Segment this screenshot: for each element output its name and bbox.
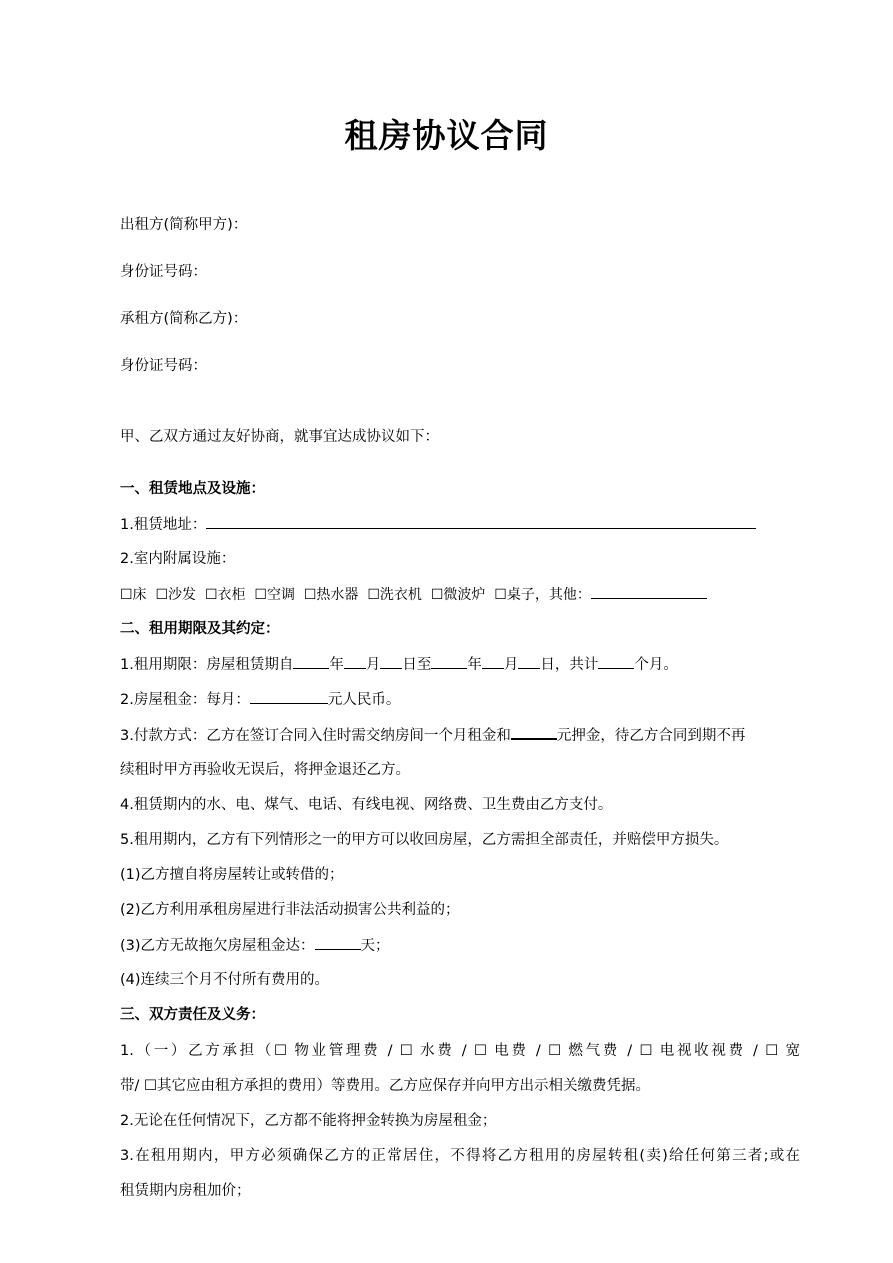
duty-item-1-line-1: 1.（一）乙方承担（☐ 物业管理费 / ☐ 水费 / ☐ 电费 / ☐ 燃气费 / ☐ 电视收视费 / ☐ 宽 (120, 1043, 800, 1059)
reclaim-line: 5.租用期内，乙方有下列情形之一的甲方可以收回房屋，乙方需担全部责任，并赔偿甲方损失。 (120, 832, 729, 848)
lessor-id-line: 身份证号码： (120, 264, 207, 280)
reclaim-item-4: (4)连续三个月不付所有费用的。 (120, 972, 330, 988)
lessor-line: 出租方(简称甲方)： (120, 217, 248, 233)
deposit-blank[interactable] (511, 724, 557, 740)
months-unit: 个月。 (634, 657, 678, 673)
address-label: 1.租赁地址： (120, 517, 207, 533)
end-year-blank[interactable] (431, 654, 467, 669)
end-month-blank[interactable] (482, 654, 504, 669)
facility-ac[interactable]: ☐空调 (254, 587, 295, 603)
facility-sofa[interactable]: ☐沙发 (155, 587, 197, 603)
facility-water-heater[interactable]: ☐热水器 (303, 587, 359, 603)
page-title: 租房协议合同 (344, 116, 549, 155)
other-facilities-blank[interactable] (591, 584, 707, 599)
arrears-days-blank[interactable] (315, 935, 361, 950)
lessee-id-line: 身份证号码： (120, 358, 207, 374)
facilities-line (120, 584, 800, 605)
rent-blank[interactable] (250, 689, 328, 704)
reclaim-item-1: (1)乙方擅自将房屋转让或转借的； (120, 867, 344, 883)
section-3-heading: 三、双方责任及义务： (120, 1007, 265, 1023)
day-to-text: 日至 (402, 657, 432, 673)
duty-item-3-line-2: 租赁期内房租加价； (120, 1183, 251, 1199)
year-unit: 年 (467, 657, 482, 673)
duty-item-3-line-1: 3.在租用期内，甲方必须确保乙方的正常居住，不得将乙方租用的房屋转租(卖)给任何第三者;或在 (120, 1148, 800, 1164)
rent-unit: 元人民币。 (327, 692, 401, 708)
month-unit: 月 (365, 657, 381, 673)
term-line (120, 654, 800, 675)
facility-washer[interactable]: ☐洗衣机 (367, 587, 422, 603)
payment-line-2: 续租时甲方再验收无误后，将押金退还乙方。 (120, 762, 410, 778)
month-unit: 月 (503, 657, 519, 673)
duty-item-1-line-2: 带/ ☐其它应由租方承担的费用）等费用。乙方应保存并向甲方出示相关缴费凭据。 (120, 1078, 650, 1094)
year-unit: 年 (329, 657, 344, 673)
start-month-blank[interactable] (344, 654, 366, 669)
start-year-blank[interactable] (293, 654, 329, 669)
lessee-line: 承租方(简称乙方)： (120, 311, 248, 327)
facility-wardrobe[interactable]: ☐衣柜 (204, 587, 246, 603)
term-label: 1.租用期限：房屋租赁期自 (120, 657, 294, 673)
facility-microwave[interactable]: ☐微波炉 (430, 587, 486, 603)
day-total-text: 日，共计 (540, 657, 599, 673)
section-1-heading: 一、租赁地点及设施： (120, 481, 265, 497)
total-months-blank[interactable] (598, 654, 634, 669)
payment-label: 3.付款方式：乙方在签订合同入住时需交纳房间一个月租金和 (120, 728, 511, 744)
payment-line-1 (120, 724, 800, 746)
address-blank[interactable] (206, 514, 756, 529)
rent-line (120, 689, 800, 710)
intro-text: 甲、乙双方通过友好协商，就事宜达成协议如下： (120, 429, 439, 445)
days-unit: 天； (360, 938, 390, 954)
payment-deposit-text: 元押金，待乙方合同到期不再 (556, 728, 746, 744)
facility-bed[interactable]: ☐床 (120, 587, 147, 603)
address-line (120, 514, 800, 535)
facilities-label: 2.室内附属设施： (120, 551, 236, 567)
rent-label: 2.房屋租金：每月： (120, 692, 250, 708)
start-day-blank[interactable] (380, 654, 402, 669)
utilities-line: 4.租赁期内的水、电、煤气、电话、有线电视、网络费、卫生费由乙方支付。 (120, 797, 613, 813)
section-2-heading: 二、租用期限及其约定： (120, 621, 280, 637)
duty-item-2: 2.无论在任何情况下，乙方都不能将押金转换为房屋租金； (120, 1113, 497, 1129)
end-day-blank[interactable] (518, 654, 540, 669)
reclaim-item-2: (2)乙方利用承租房屋进行非法活动损害公共利益的； (120, 902, 460, 918)
facility-table-other[interactable]: ☐桌子，其他： (494, 587, 591, 603)
reclaim-item-3 (120, 935, 800, 956)
arrears-label: (3)乙方无故拖欠房屋租金达： (120, 938, 315, 954)
